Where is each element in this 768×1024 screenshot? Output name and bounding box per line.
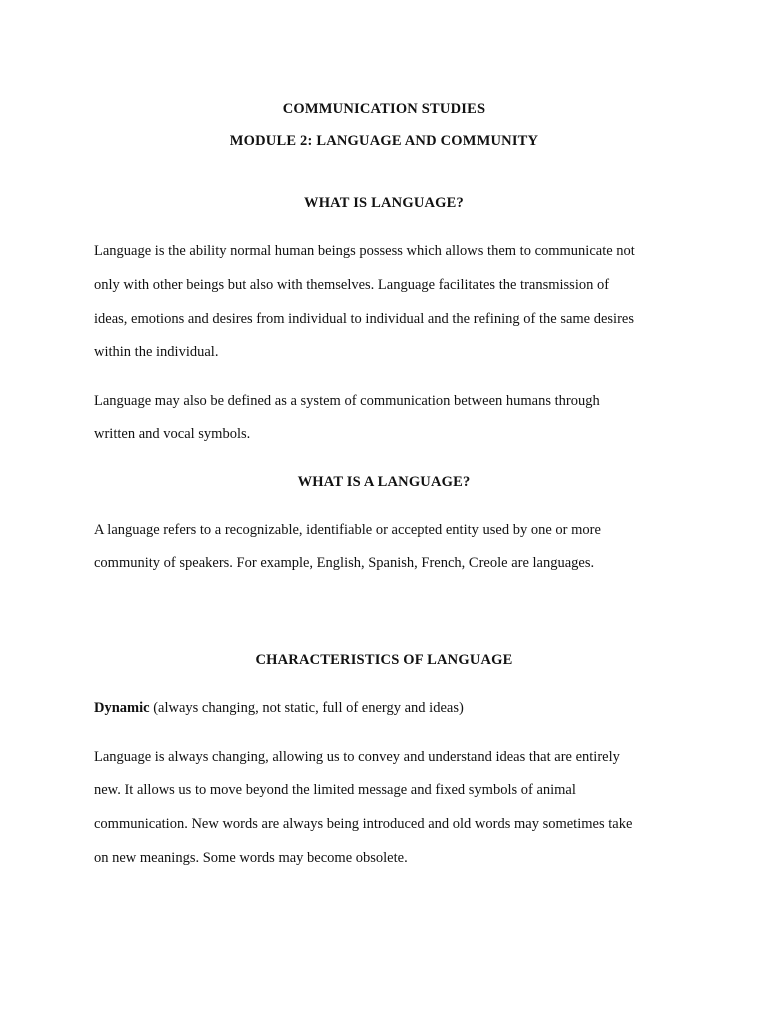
section-heading-characteristics: CHARACTERISTICS OF LANGUAGE — [255, 652, 513, 668]
term-dynamic: Dynamic — [94, 700, 150, 716]
paragraph-line: new. It allows us to move beyond the limited message and fixed symbols of animal — [94, 782, 576, 798]
section-heading-what-is-language: WHAT IS LANGUAGE? — [304, 195, 464, 211]
paragraph-line: written and vocal symbols. — [94, 426, 251, 442]
paragraph-line: A language refers to a recognizable, identifiable or accepted entity used by one or more — [94, 522, 601, 538]
paragraph-line: Language is the ability normal human beings possess which allows them to communicate not — [94, 243, 635, 259]
term-description: (always changing, not static, full of energy and ideas) — [149, 700, 464, 716]
paragraph-line: Language may also be defined as a system of communication between humans through — [94, 393, 600, 409]
paragraph-line: within the individual. — [94, 344, 219, 360]
paragraph-line: community of speakers. For example, English, Spanish, French, Creole are languages. — [94, 555, 595, 571]
paragraph-line: on new meanings. Some words may become obsolete. — [94, 850, 408, 866]
document-title: COMMUNICATION STUDIES — [282, 101, 486, 117]
module-title: MODULE 2: LANGUAGE AND COMMUNITY — [229, 133, 539, 149]
paragraph-line: ideas, emotions and desires from individual to individual and the refining of the same desires — [94, 311, 634, 327]
section-heading-what-is-a-language: WHAT IS A LANGUAGE? — [297, 474, 471, 490]
paragraph-line: Language is always changing, allowing us to convey and understand ideas that are entirely — [94, 749, 620, 765]
term-line — [94, 700, 464, 717]
paragraph-line: only with other beings but also with themselves. Language facilitates the transmission of — [94, 277, 610, 293]
paragraph-line: communication. New words are always being introduced and old words may sometimes take — [94, 816, 633, 832]
